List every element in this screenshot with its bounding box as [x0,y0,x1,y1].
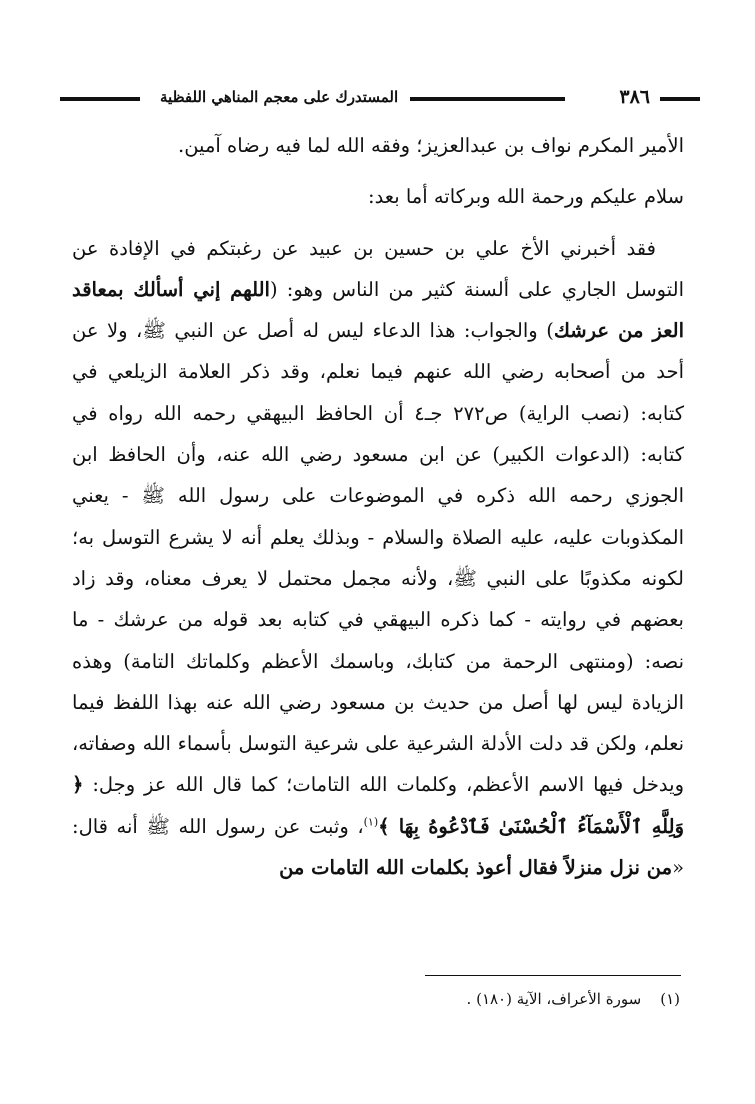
paragraph-main [72,228,684,889]
footnote-divider [425,975,681,976]
header-rule-middle [410,97,565,101]
running-header [60,86,700,116]
header-rule-left [60,97,140,101]
supplication-text: اللهم إني أسألك بمعاقد العز من عرشك [72,277,685,343]
book-title: المستدرك على معجم المناهي اللفظية [160,88,399,106]
page-number: ٣٨٦ [619,86,650,108]
paragraph-address: الأمير المكرم نواف بن عبدالعزيز؛ وفقه الله لما فيه رضاه آمين. [178,134,684,157]
footnote [467,990,680,1008]
footnote-text: سورة الأعراف، الآية (١٨٠) . [466,990,642,1008]
paragraph-greeting: سلام عليكم ورحمة الله وبركاته أما بعد: [368,185,684,209]
footnote-number: (١) [660,990,680,1008]
page-body [72,125,684,888]
text-run: ) والجواب: هذا الدعاء ليس له أصل عن النبي ﷺ، ولا عن أحد من أصحابه رضي الله عنهم فيما نعلم، وقد ذكر العلامة الزيلعي في كتابه: (نصب الراية) ص٢٧٢ جـ٤ أن الحافظ البيهقي رحمه الله رواه في كتابه: (الدعوات الكبير) عن ابن مسعود رضي الله عنه، وأن الحافظ ابن الجوزي رحمه الله ذكره في الموضوعات على رسول الله ﷺ - يعني المكذوبات عليه، عليه الصلاة والسلام - وبذلك يعلم أنه لا يشرع التوسل به؛ لكونه مكذوبًا على النبي ﷺ، ولأنه مجمل محتمل لا يعرف معناه، وقد زاد بعضهم في روايته - كما ذكره البيهقي في كتابه بعد قوله من عرشك - ما نصه: (ومنتهى الرحمة من كتابك، وباسمك الأعظم وكلماتك التامة) وهذه الزيادة ليس لها أصل من حديث بن مسعود رضي الله عنه بهذا اللفظ فيما نعلم، ولكن قد دلت الأدلة الشرعية على شرعية التوسل بأسماء الله وصفاته، ويدخل فيها الاسم الأعظم، وكلمات الله التامات؛ كما قال الله عز وجل: [72,319,684,797]
text-run: فقد أخبرني الأخ علي بن حسين بن عبيد عن رغبتكم في الإفادة عن التوسل الجاري على ألسنة كثير من الناس وهو: ( [72,236,684,301]
quran-verse: ﴿ وَلِلَّهِ ٱلْأَسْمَآءُ ٱلْحُسْنَىٰ فَٱدْعُوهُ بِهَا ﴾ [72,773,685,838]
hadith-text: من نزل منزلاً فقال أعوذ بكلمات الله التامات من [279,856,673,880]
footnote-reference: (١) [363,815,379,829]
text-run: ، وثبت عن رسول الله ﷺ أنه قال: « [72,814,684,880]
header-rule-right [660,97,700,101]
